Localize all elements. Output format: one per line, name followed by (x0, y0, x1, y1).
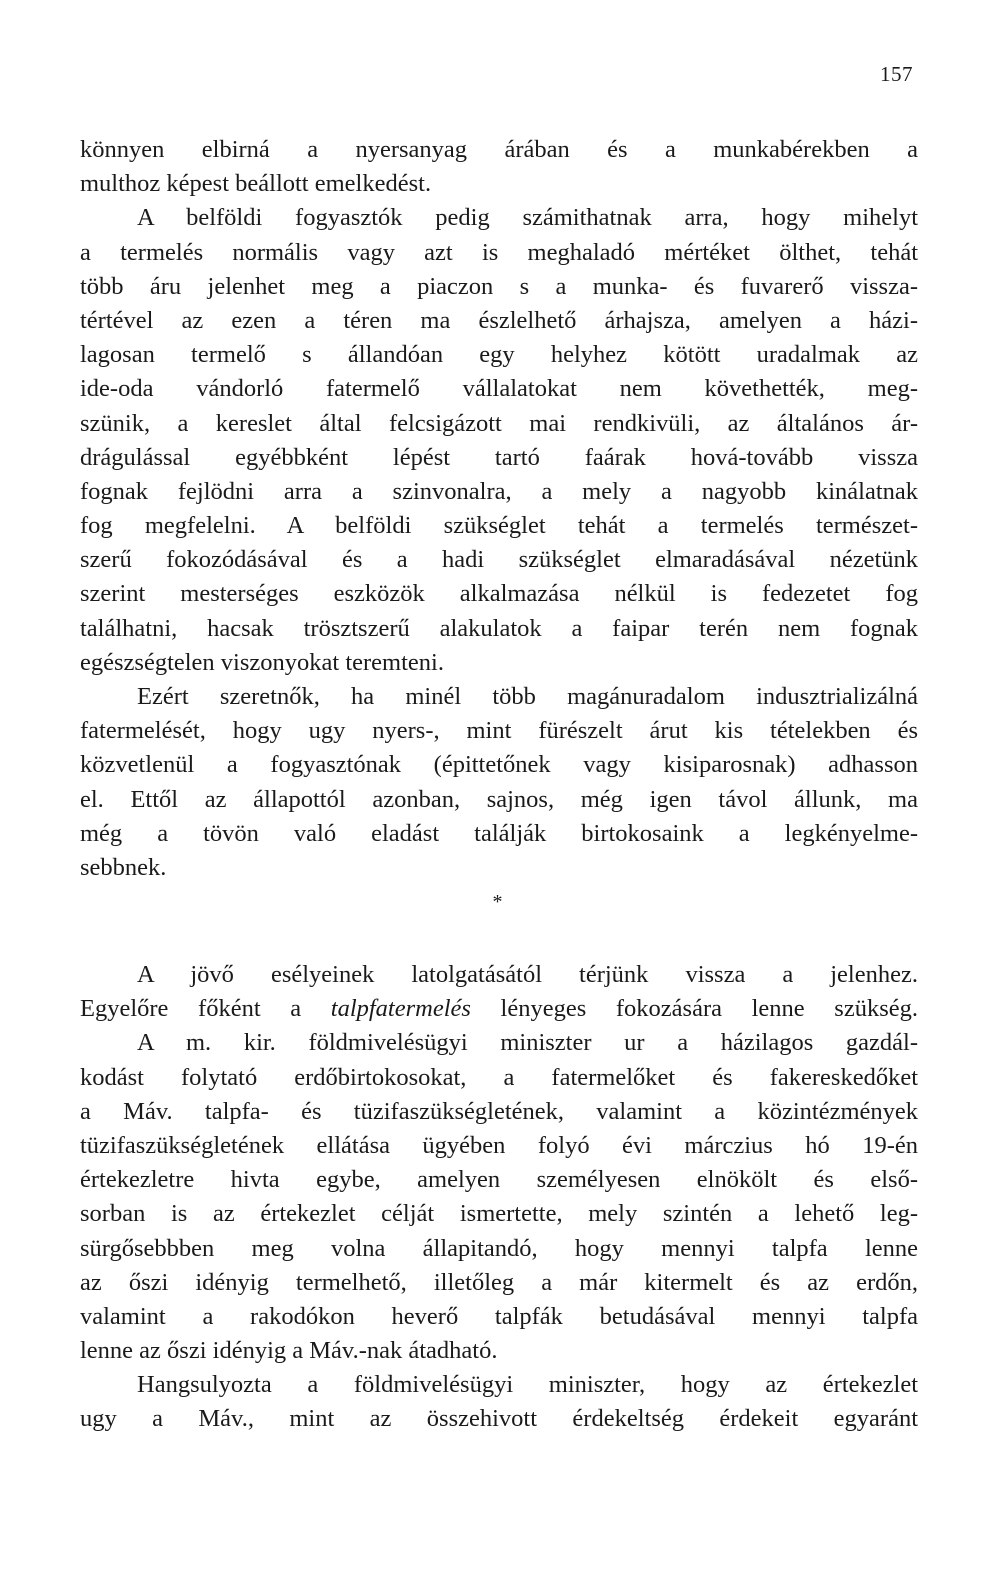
text-line: több áru jelenhet meg a piaczon s a munka- és fuvarerő vissza- (80, 272, 918, 300)
text-line: Hangsulyozta a földmivelésügyi miniszter, hogy az értekezlet (137, 1371, 918, 1399)
text-line: sorban is az értekezlet célját ismertette, mely szintén a lehető leg- (80, 1200, 918, 1228)
text-line: könnyen elbirná a nyersanyag árában és a munkabérekben a (80, 136, 918, 163)
text-line: el. Ettől az állapottól azonban, sajnos, még igen távol állunk, ma (80, 785, 918, 813)
text-line: az őszi idényig termelhető, illetőleg a már kitermelt és az erdőn, (80, 1268, 918, 1296)
text-line: egészségtelen viszonyokat teremteni. (80, 648, 444, 676)
body-text-section-2 (80, 958, 918, 1437)
text-line: a Máv. talpfa- és tüzifaszükségletének, valamint a közintézmények (80, 1097, 918, 1125)
text-line: A jövő esélyeinek latolgatásától térjünk vissza a jelenhez. (137, 961, 918, 988)
text-segment: lényeges fokozására lenne szükség. (470, 995, 918, 1023)
section-separator-asterisk: * (492, 891, 503, 913)
text-line: még a tövön való eladást találják birtokosaink a legkényelme- (80, 819, 918, 847)
text-line: A m. kir. földmivelésügyi miniszter ur a házilagos gazdál- (137, 1029, 918, 1057)
text-segment: Egyelőre főként a (80, 995, 331, 1023)
text-line: szünik, a kereslet által felcsigázott mai rendkivüli, az általános ár- (80, 409, 918, 437)
page-number: 157 (880, 62, 913, 86)
text-line: találhatni, hacsak trösztszerű alakulatok a faipar terén nem fognak (80, 614, 918, 642)
text-line: tértével az ezen a téren ma észlelhető árhajsza, amelyen a házi- (80, 306, 918, 334)
text-line: közvetlenül a fogyasztónak (épittetőnek vagy kisiparosnak) adhasson (80, 751, 918, 779)
text-line: szerű fokozódásával és a hadi szükséglet elmaradásával nézetünk (80, 546, 918, 574)
text-line: Ezért szeretnők, ha minél több magánuradalom indusztrializálná (137, 683, 918, 710)
emphasized-term: talpfatermelés (330, 995, 471, 1023)
text-line: fognak fejlödni arra a szinvonalra, a mely a nagyobb kinálatnak (80, 477, 918, 505)
text-line: értekezletre hivta egybe, amelyen személyesen elnökölt és első- (80, 1166, 918, 1194)
text-line: A belföldi fogyasztók pedig számithatnak arra, hogy mihelyt (137, 204, 918, 232)
text-line: sürgősebbben meg volna állapitandó, hogy mennyi talpfa lenne (80, 1234, 918, 1262)
text-line: valamint a rakodókon heverő talpfák betudásával mennyi talpfa (80, 1302, 918, 1330)
text-line: a termelés normális vagy azt is meghaladó mértéket ölthet, tehát (80, 238, 918, 266)
text-line: lagosan termelő s állandóan egy helyhez kötött uradalmak az (80, 341, 918, 369)
text-line: szerint mesterséges eszközök alkalmazása nélkül is fedezetet fog (80, 580, 918, 608)
text-line: fog megfelelni. A belföldi szükséglet tehát a termelés természet- (80, 512, 918, 540)
text-line: lenne az őszi idényig a Máv.-nak átadható. (80, 1337, 498, 1365)
text-line: fatermelését, hogy ugy nyers-, mint fürészelt árut kis tételekben és (80, 717, 918, 745)
text-line: drágulással egyébbként lépést tartó faárak hová-tovább vissza (80, 443, 918, 471)
text-line: tüzifaszükségletének ellátása ügyében folyó évi márczius hó 19-én (80, 1131, 918, 1159)
text-line-with-emphasis (80, 992, 918, 1026)
text-line: kodást folytató erdőbirtokosokat, a fatermelőket és fakereskedőket (80, 1063, 918, 1091)
text-line: sebbnek. (80, 853, 167, 881)
text-line: multhoz képest beállott emelkedést. (80, 170, 432, 198)
text-line: ugy a Máv., mint az összehivott érdekeltség érdekeit egyaránt (80, 1405, 918, 1433)
text-line: ide-oda vándorló fatermelő vállalatokat nem követhették, meg- (80, 375, 918, 403)
body-text-section-1 (80, 133, 918, 885)
